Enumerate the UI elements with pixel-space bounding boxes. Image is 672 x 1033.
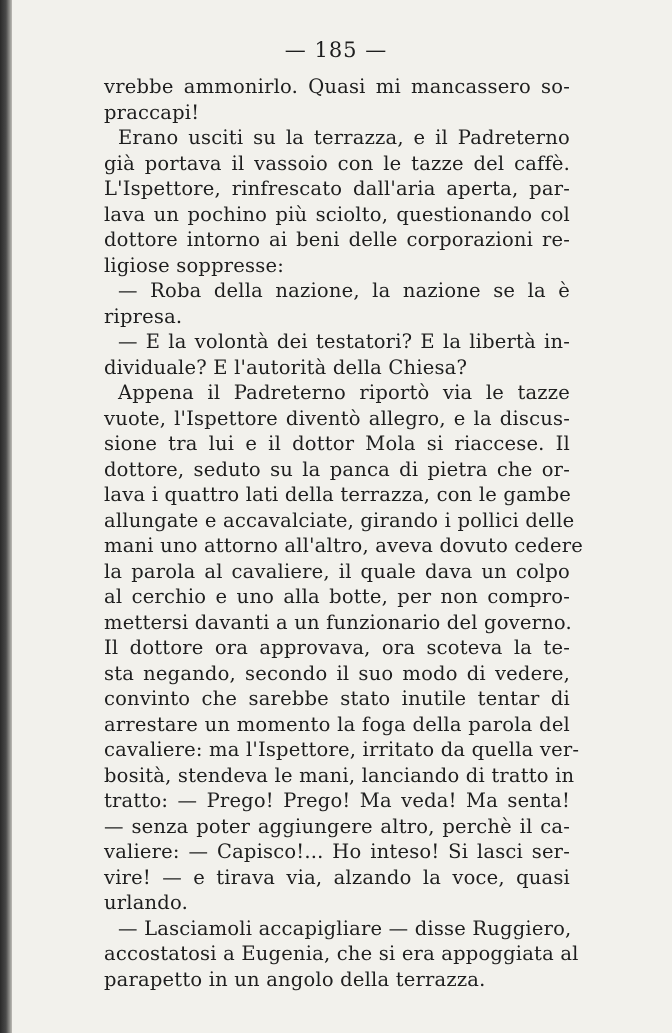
text-line: mettersi davanti a un funzionario del governo. <box>104 610 572 634</box>
text-line: sta negando, secondo il suo modo di vedere, <box>104 661 570 685</box>
text-line: bosità, stendeva le mani, lanciando di tratto in <box>104 763 575 787</box>
text-line: tratto: — Prego! Prego! Ma veda! Ma senta! <box>104 789 570 812</box>
page-number-header: — 185 — <box>284 38 388 62</box>
book-binding-edge <box>0 0 12 1033</box>
text-line: parapetto in un angolo della terrazza. <box>104 967 486 991</box>
text-line: accostatosi a Eugenia, che si era appoggiata al <box>104 942 579 965</box>
text-line: urlando. <box>104 891 188 914</box>
text-line: la parola al cavaliere, il quale dava un colpo <box>104 559 570 583</box>
text-line: valiere: — Capisco!... Ho inteso! Si lasci ser- <box>104 840 570 863</box>
text-line: Appena il Padreterno riportò via le tazze <box>118 381 570 404</box>
text-line: vire! — e tirava via, alzando la voce, quasi <box>104 865 570 889</box>
text-line: — Lasciamoli accapigliare — disse Ruggiero, <box>118 916 572 940</box>
text-line: dividuale? E l'autorità della Chiesa? <box>104 355 468 379</box>
text-line: cavaliere: ma l'Ispettore, irritato da quella ver- <box>104 738 580 761</box>
text-line: convinto che sarebbe stato inutile tentar di <box>104 687 570 710</box>
text-line: già portava il vassoio con le tazze del caffè. <box>104 151 570 175</box>
text-line: vuote, l'Ispettore diventò allegro, e la discus- <box>104 406 570 430</box>
text-line: ligiose soppresse: <box>104 253 284 277</box>
text-line: arrestare un momento la foga della parola del <box>104 712 570 736</box>
text-line: sione tra lui e il dottor Mola si riaccese. Il <box>104 432 570 455</box>
text-line: — E la volontà dei testatori? E la libertà in- <box>118 330 570 353</box>
text-line: ripresa. <box>104 304 183 328</box>
text-line: lava i quattro lati della terrazza, con le gambe <box>104 483 572 506</box>
text-line: — Roba della nazione, la nazione se la è <box>118 279 570 302</box>
text-line: — senza poter aggiungere altro, perchè il ca- <box>104 814 570 838</box>
text-line: al cerchio e uno alla botte, per non compro- <box>104 585 570 608</box>
text-line: dottore, seduto su la panca di pietra che or- <box>104 457 570 481</box>
text-line: vrebbe ammonirlo. Quasi mi mancassero so- <box>104 75 570 98</box>
text-line: L'Ispettore, rinfrescato dall'aria aperta, par- <box>104 177 570 200</box>
text-line: praccapi! <box>104 100 200 124</box>
text-line: Il dottore ora approvava, ora scoteva la te- <box>104 636 570 659</box>
text-line: mani uno attorno all'altro, aveva dovuto cedere <box>104 534 583 557</box>
text-line: Erano usciti su la terrazza, e il Padreterno <box>118 126 570 149</box>
text-line: allungate e accavalciate, girando i pollici delle <box>104 508 575 532</box>
text-line: dottore intorno ai beni delle corporazioni re- <box>104 228 570 251</box>
text-line: lava un pochino più sciolto, questionando col <box>104 202 570 226</box>
page-body-text <box>104 74 583 992</box>
